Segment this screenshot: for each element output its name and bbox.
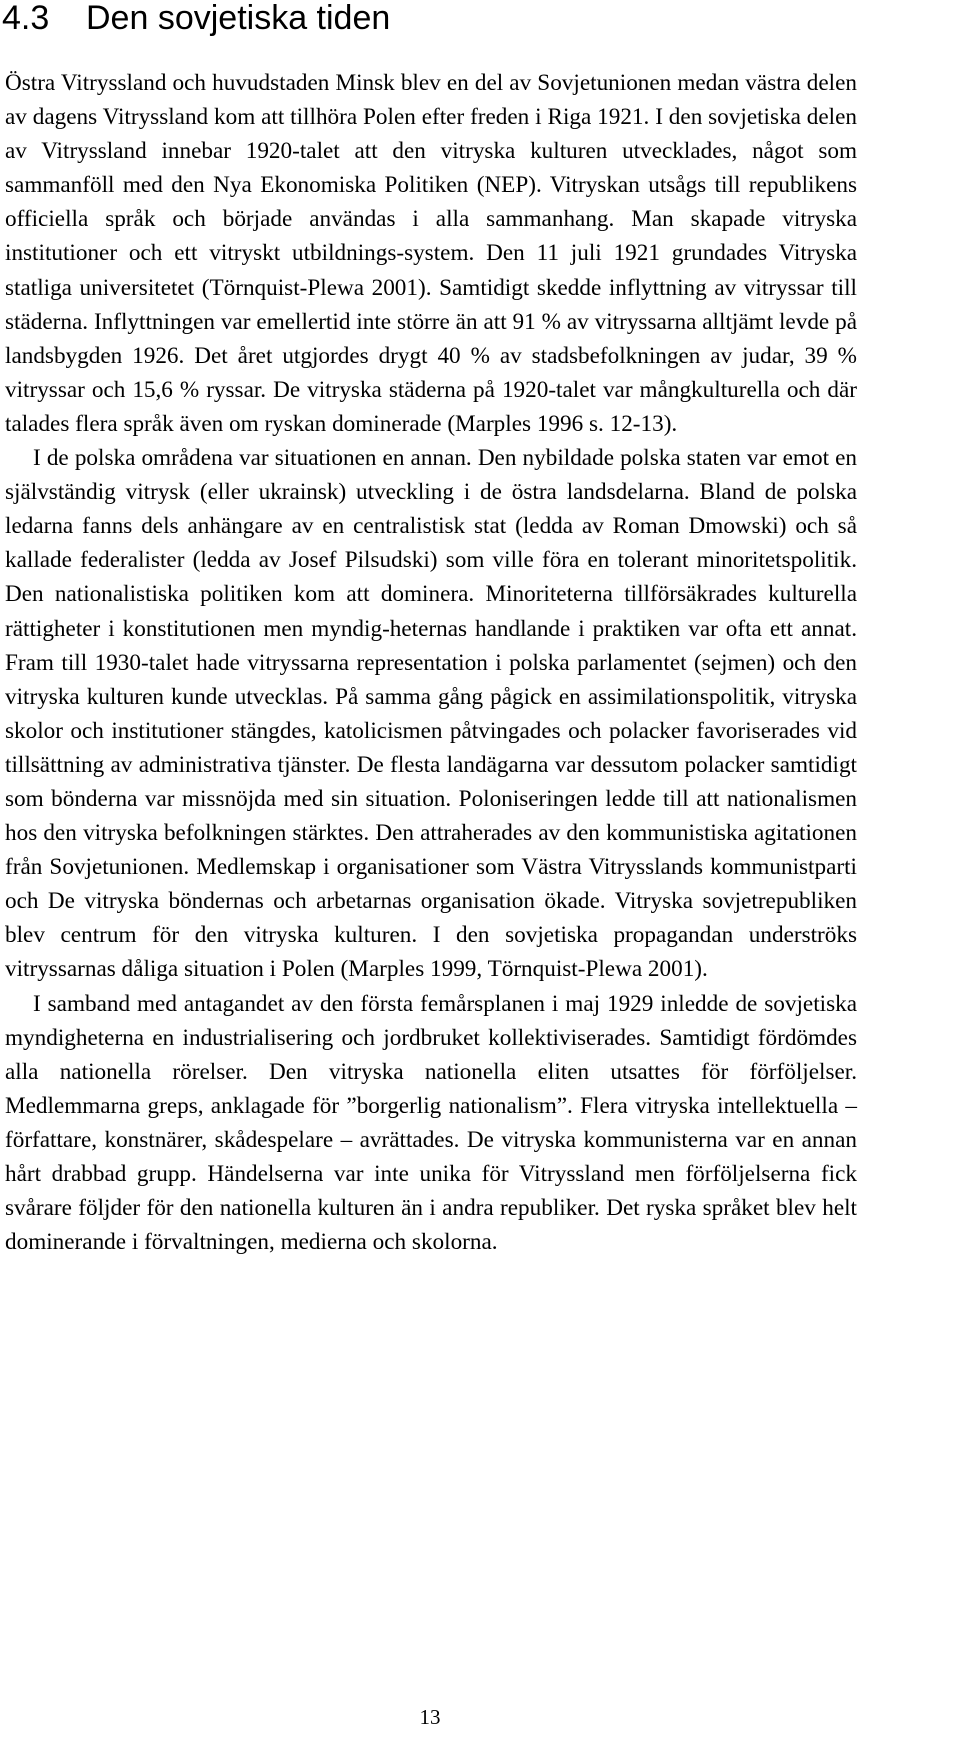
page-number: 13 [419,1705,441,1729]
body-text [5,66,857,1259]
paragraph-2: I de polska områdena var situationen en annan. Den nybildade polska staten var emot en självständig vitrysk (eller ukrainsk) utveckling i de östra landsdelarna. Bland de polska ledarna fanns dels anhängare av en centralistisk stat (ledda av Roman Dmowski) och så kallade federalister (ledda av Josef Pilsudski) som ville föra en tolerant minoritetspolitik. Den nationalistiska politiken kom att dominera. Minoriteterna tillförsäkrades kulturella rättigheter i konstitutionen men myndig-heternas handlande i praktiken var ofta ett annat. Fram till 1930-talet hade vitryssarna representation i polska parlamentet (sejmen) och den vitryska kulturen kunde utvecklas. På samma gång pågick en assimilationspolitik, vitryska skolor och institutioner stängdes, katolicismen påtvingades och polacker favoriserades vid tillsättning av administrativa tjänster. De flesta landägarna var dessutom polacker samtidigt som bönderna var missnöjda med sin situation. Poloniseringen ledde till att nationalismen hos den vitryska befolkningen stärktes. Den attraherades av den kommunistiska agitationen från Sovjetunionen. Medlemskap i organisationer som Västra Vitrysslands kommunistparti och De vitryska böndernas och arbetarnas organisation ökade. Vitryska sovjetrepubliken blev centrum för den vitryska kulturen. I den sovjetiska propagandan underströks vitryssarnas dåliga situation i Polen (Marples 1999, Törnquist-Plewa 2001). [5,445,857,983]
section-heading [2,0,390,42]
section-number: 4.3 [2,0,50,37]
section-title: Den sovjetiska tiden [86,0,391,37]
paragraph-3: I samband med antagandet av den första femårsplanen i maj 1929 inledde de sovjetiska myndigheterna en industrialisering och jordbruket kollektiviserades. Samtidigt fördömdes alla nationella rörelser. Den vitryska nationella eliten utsattes för förföljelser. Medlemmarna greps, anklagade för ”borgerlig nationalism”. Flera vitryska intellektuella – författare, konstnärer, skådespelare – avrättades. De vitryska kommunisterna var en annan hårt drabbad grupp. Händelserna var inte unika för Vitryssland men förföljelserna fick svårare följder för den nationella kulturen än i andra republiker. Det ryska språket blev helt dominerande i förvaltningen, medierna och skolorna. [5,990,857,1256]
paragraph-1: Östra Vitryssland och huvudstaden Minsk blev en del av Sovjetunionen medan västra delen av dagens Vitryssland kom att tillhöra Polen efter freden i Riga 1921. I den sovjetiska delen av Vitryssland innebar 1920-talet att den vitryska kulturen utvecklades, något som sammanföll med den Nya Ekonomiska Politiken (NEP). Vitryskan utsågs till republikens officiella språk och började användas i alla sammanhang. Man skapade vitryska institutioner och ett vitryskt utbildnings-system. Den 11 juli 1921 grundades Vitryska statliga universitetet (Törnquist-Plewa 2001). Samtidigt skedde inflyttning av vitryssar till städerna. Inflyttningen var emellertid inte större än att 91 % av vitryssarna alltjämt levde på landsbygden 1926. Det året utgjordes drygt 40 % av stadsbefolkningen av judar, 39 % vitryssar och 15,6 % ryssar. De vitryska städerna på 1920-talet var mångkulturella och där talades flera språk även om ryskan dominerade (Marples 1996 s. 12-13). [5,70,857,437]
